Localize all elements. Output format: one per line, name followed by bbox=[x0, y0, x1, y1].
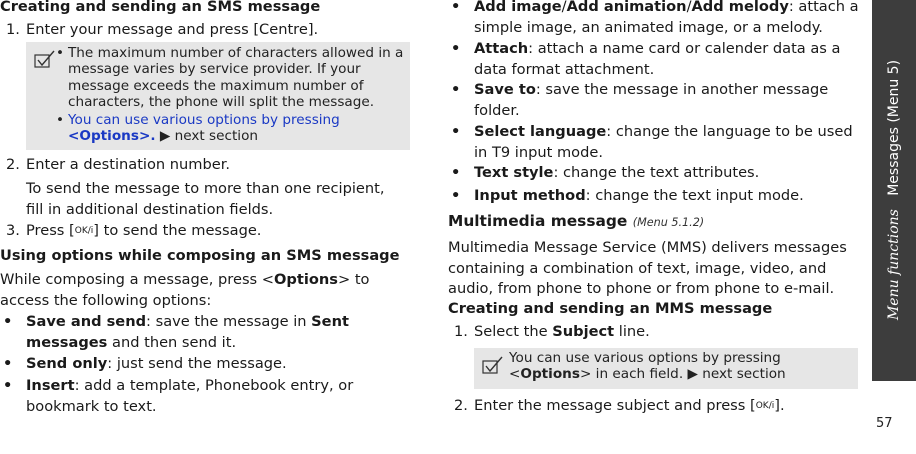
ok-key-icon: OK/i bbox=[74, 226, 94, 236]
ok-key-icon: OK/i bbox=[755, 401, 775, 411]
step-number: 2. bbox=[454, 397, 468, 414]
option-item: Send only: just send the message. bbox=[26, 355, 287, 372]
note-bullet-options: You can use various options by pressing <Options>. ▶ next section bbox=[68, 112, 340, 145]
option-item: Insert: add a template, Phonebook entry, or bookmark to text. bbox=[26, 377, 354, 415]
option-item: Select language: change the language to be used in T9 input mode. bbox=[474, 123, 853, 161]
paragraph: While composing a message, press <Options> to access the following options: bbox=[0, 271, 370, 309]
heading-using-options: Using options while composing an SMS message bbox=[0, 247, 400, 264]
heading-multimedia-message: Multimedia message (Menu 5.1.2) bbox=[448, 212, 705, 230]
checkbox-note-icon bbox=[482, 356, 504, 374]
next-section-link[interactable]: next section bbox=[174, 128, 259, 145]
note-text: You can use various options by pressing <Options> in each field. ▶ next section bbox=[509, 350, 786, 383]
step-text: Enter a destination number. bbox=[26, 156, 231, 173]
arrow-right-icon: ▶ bbox=[159, 128, 171, 145]
step-number: 2. bbox=[6, 156, 20, 173]
option-item: Save to: save the message in another message folder. bbox=[474, 81, 829, 119]
step-text: Press [OK/i] to send the message. bbox=[26, 222, 262, 239]
note-bullet: The maximum number of characters allowed in a message varies by service provider. If your message exceeds the maximum number of characters, the phone will split the message. bbox=[68, 45, 404, 111]
step-text: Select the Subject line. bbox=[474, 323, 650, 340]
note-box: • The maximum number of characters allowed in a message varies by service provider. If your message exceeds the maximum number of characters, the phone will split the message. • You can use various options by pressing <Options>. ▶ next section bbox=[26, 42, 410, 150]
step-number: 1. bbox=[6, 21, 20, 38]
checkbox-note-icon bbox=[34, 50, 56, 68]
option-item: Text style: change the text attributes. bbox=[474, 164, 760, 181]
paragraph: Multimedia Message Service (MMS) delivers messages containing a combination of text, image, video, and audio, from phone to phone or from phone to e-mail. bbox=[448, 239, 847, 298]
step-number: 1. bbox=[454, 323, 468, 340]
arrow-right-icon: ▶ bbox=[687, 366, 698, 383]
note-box bbox=[474, 348, 858, 389]
option-item: Attach: attach a name card or calender data as a data format attachment. bbox=[474, 40, 841, 78]
option-item: Input method: change the text input mode. bbox=[474, 187, 804, 204]
option-item: Add image/Add animation/Add melody: attach a simple image, an animated image, or a melody. bbox=[474, 0, 859, 36]
page-number: 57 bbox=[876, 416, 893, 431]
chapter-label: Menu functions Messages (Menu 5) bbox=[886, 59, 902, 321]
step-text: Enter the message subject and press [OK/i]. bbox=[474, 397, 785, 414]
step-number: 3. bbox=[6, 222, 20, 239]
option-item: Save and send: save the message in Sent messages and then send it. bbox=[26, 313, 349, 351]
next-section-link[interactable]: next section bbox=[702, 366, 786, 383]
heading-create-sms: Creating and sending an SMS message bbox=[0, 0, 321, 15]
heading-create-mms: Creating and sending an MMS message bbox=[448, 300, 773, 317]
step-subtext: To send the message to more than one recipient, fill in additional destination fields. bbox=[26, 180, 385, 218]
step-text: Enter your message and press [Centre]. bbox=[26, 21, 319, 38]
